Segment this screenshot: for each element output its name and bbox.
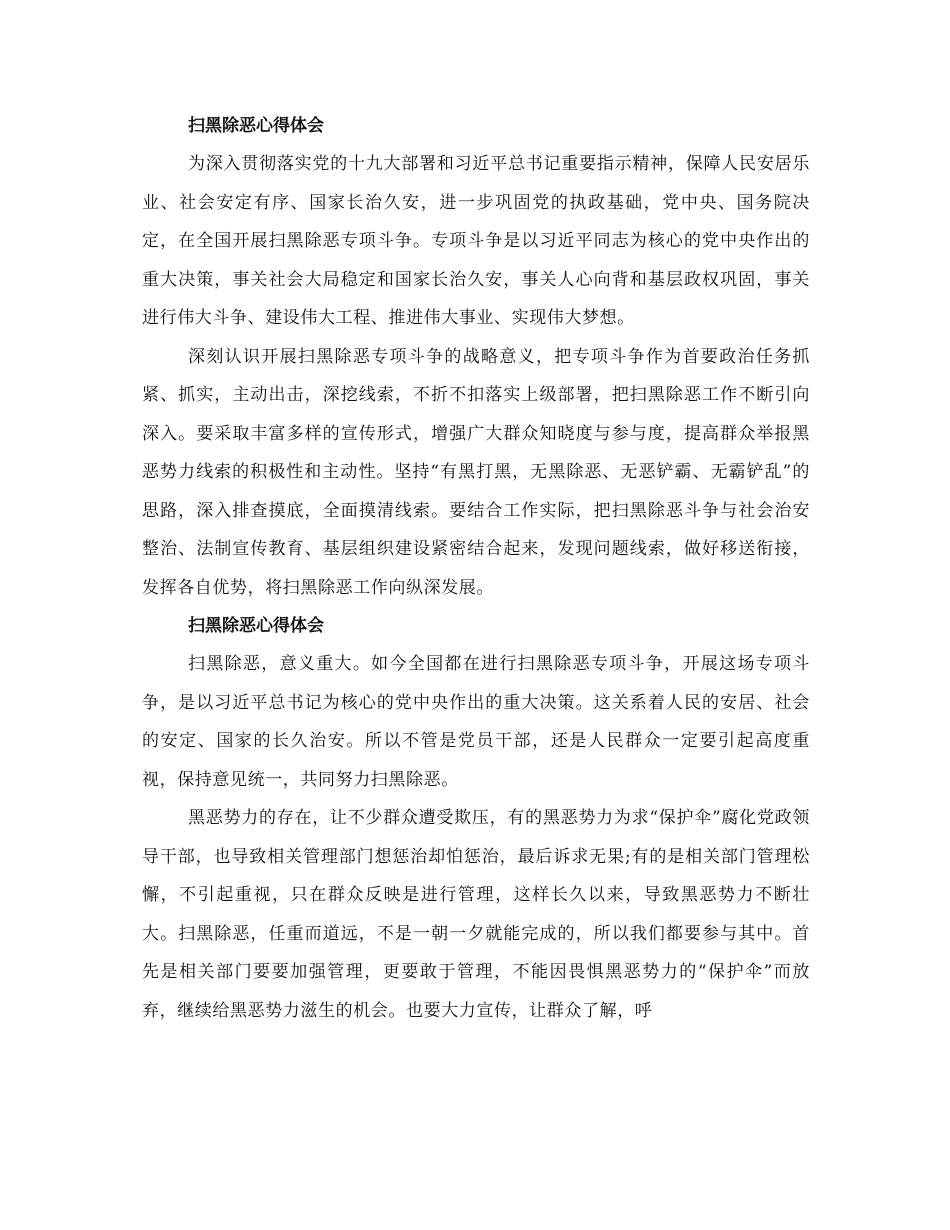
document-body	[142, 107, 810, 1030]
paragraph-2-2: 黑恶势力的存在，让不少群众遭受欺压，有的黑恶势力为求“保护伞”腐化党政领导干部，也导致相关管理部门想惩治却怕惩治，最后诉求无果;有的是相关部门管理松懈，不引起重视，只在群众反映是进行管理，这样长久以来，导致黑恶势力不断壮大。扫黑除恶，任重而道远，不是一朝一夕就能完成的，所以我们都要参与其中。首先是相关部门要要加强管理，更要敢于管理，不能因畏惧黑恶势力的“保护伞”而放弃，继续给黑恶势力滋生的机会。也要大力宣传，让群众了解，呼	[142, 808, 810, 1021]
paragraph-2-1: 扫黑除恶，意义重大。如今全国都在进行扫黑除恶专项斗争，开展这场专项斗争，是以习近平总书记为核心的党中央作出的重大决策。这关系着人民的安居、社会的安定、国家的长久治安。所以不管是党员干部，还是人民群众一定要引起高度重视，保持意见统一，共同努力扫黑除恶。	[142, 654, 810, 790]
paragraph-1-1: 为深入贯彻落实党的十九大部署和习近平总书记重要指示精神，保障人民安居乐业、社会安定有序、国家长治久安，进一步巩固党的执政基础，党中央、国务院决定，在全国开展扫黑除恶专项斗争。专项斗争是以习近平同志为核心的党中央作出的重大决策，事关社会大局稳定和国家长治久安，事关人心向背和基层政权巩固，事关进行伟大斗争、建设伟大工程、推进伟大事业、实现伟大梦想。	[142, 154, 810, 328]
section-heading-1: 扫黑除恶心得体会	[188, 116, 324, 136]
section-heading-2: 扫黑除恶心得体会	[188, 616, 324, 636]
paragraph-1-2: 深刻认识开展扫黑除恶专项斗争的战略意义，把专项斗争作为首要政治任务抓紧、抓实，主动出击，深挖线索，不折不扣落实上级部署，把扫黑除恶工作不断引向深入。要采取丰富多样的宣传形式，增强广大群众知晓度与参与度，提高群众举报黑恶势力线索的积极性和主动性。坚持“有黑打黑，无黑除恶、无恶铲霸、无霸铲乱”的思路，深入排查摸底，全面摸清线索。要结合工作实际，把扫黑除恶斗争与社会治安整治、法制宣传教育、基层组织建设紧密结合起来，发现问题线索，做好移送衔接，发挥各自优势，将扫黑除恶工作向纵深发展。	[142, 346, 810, 598]
